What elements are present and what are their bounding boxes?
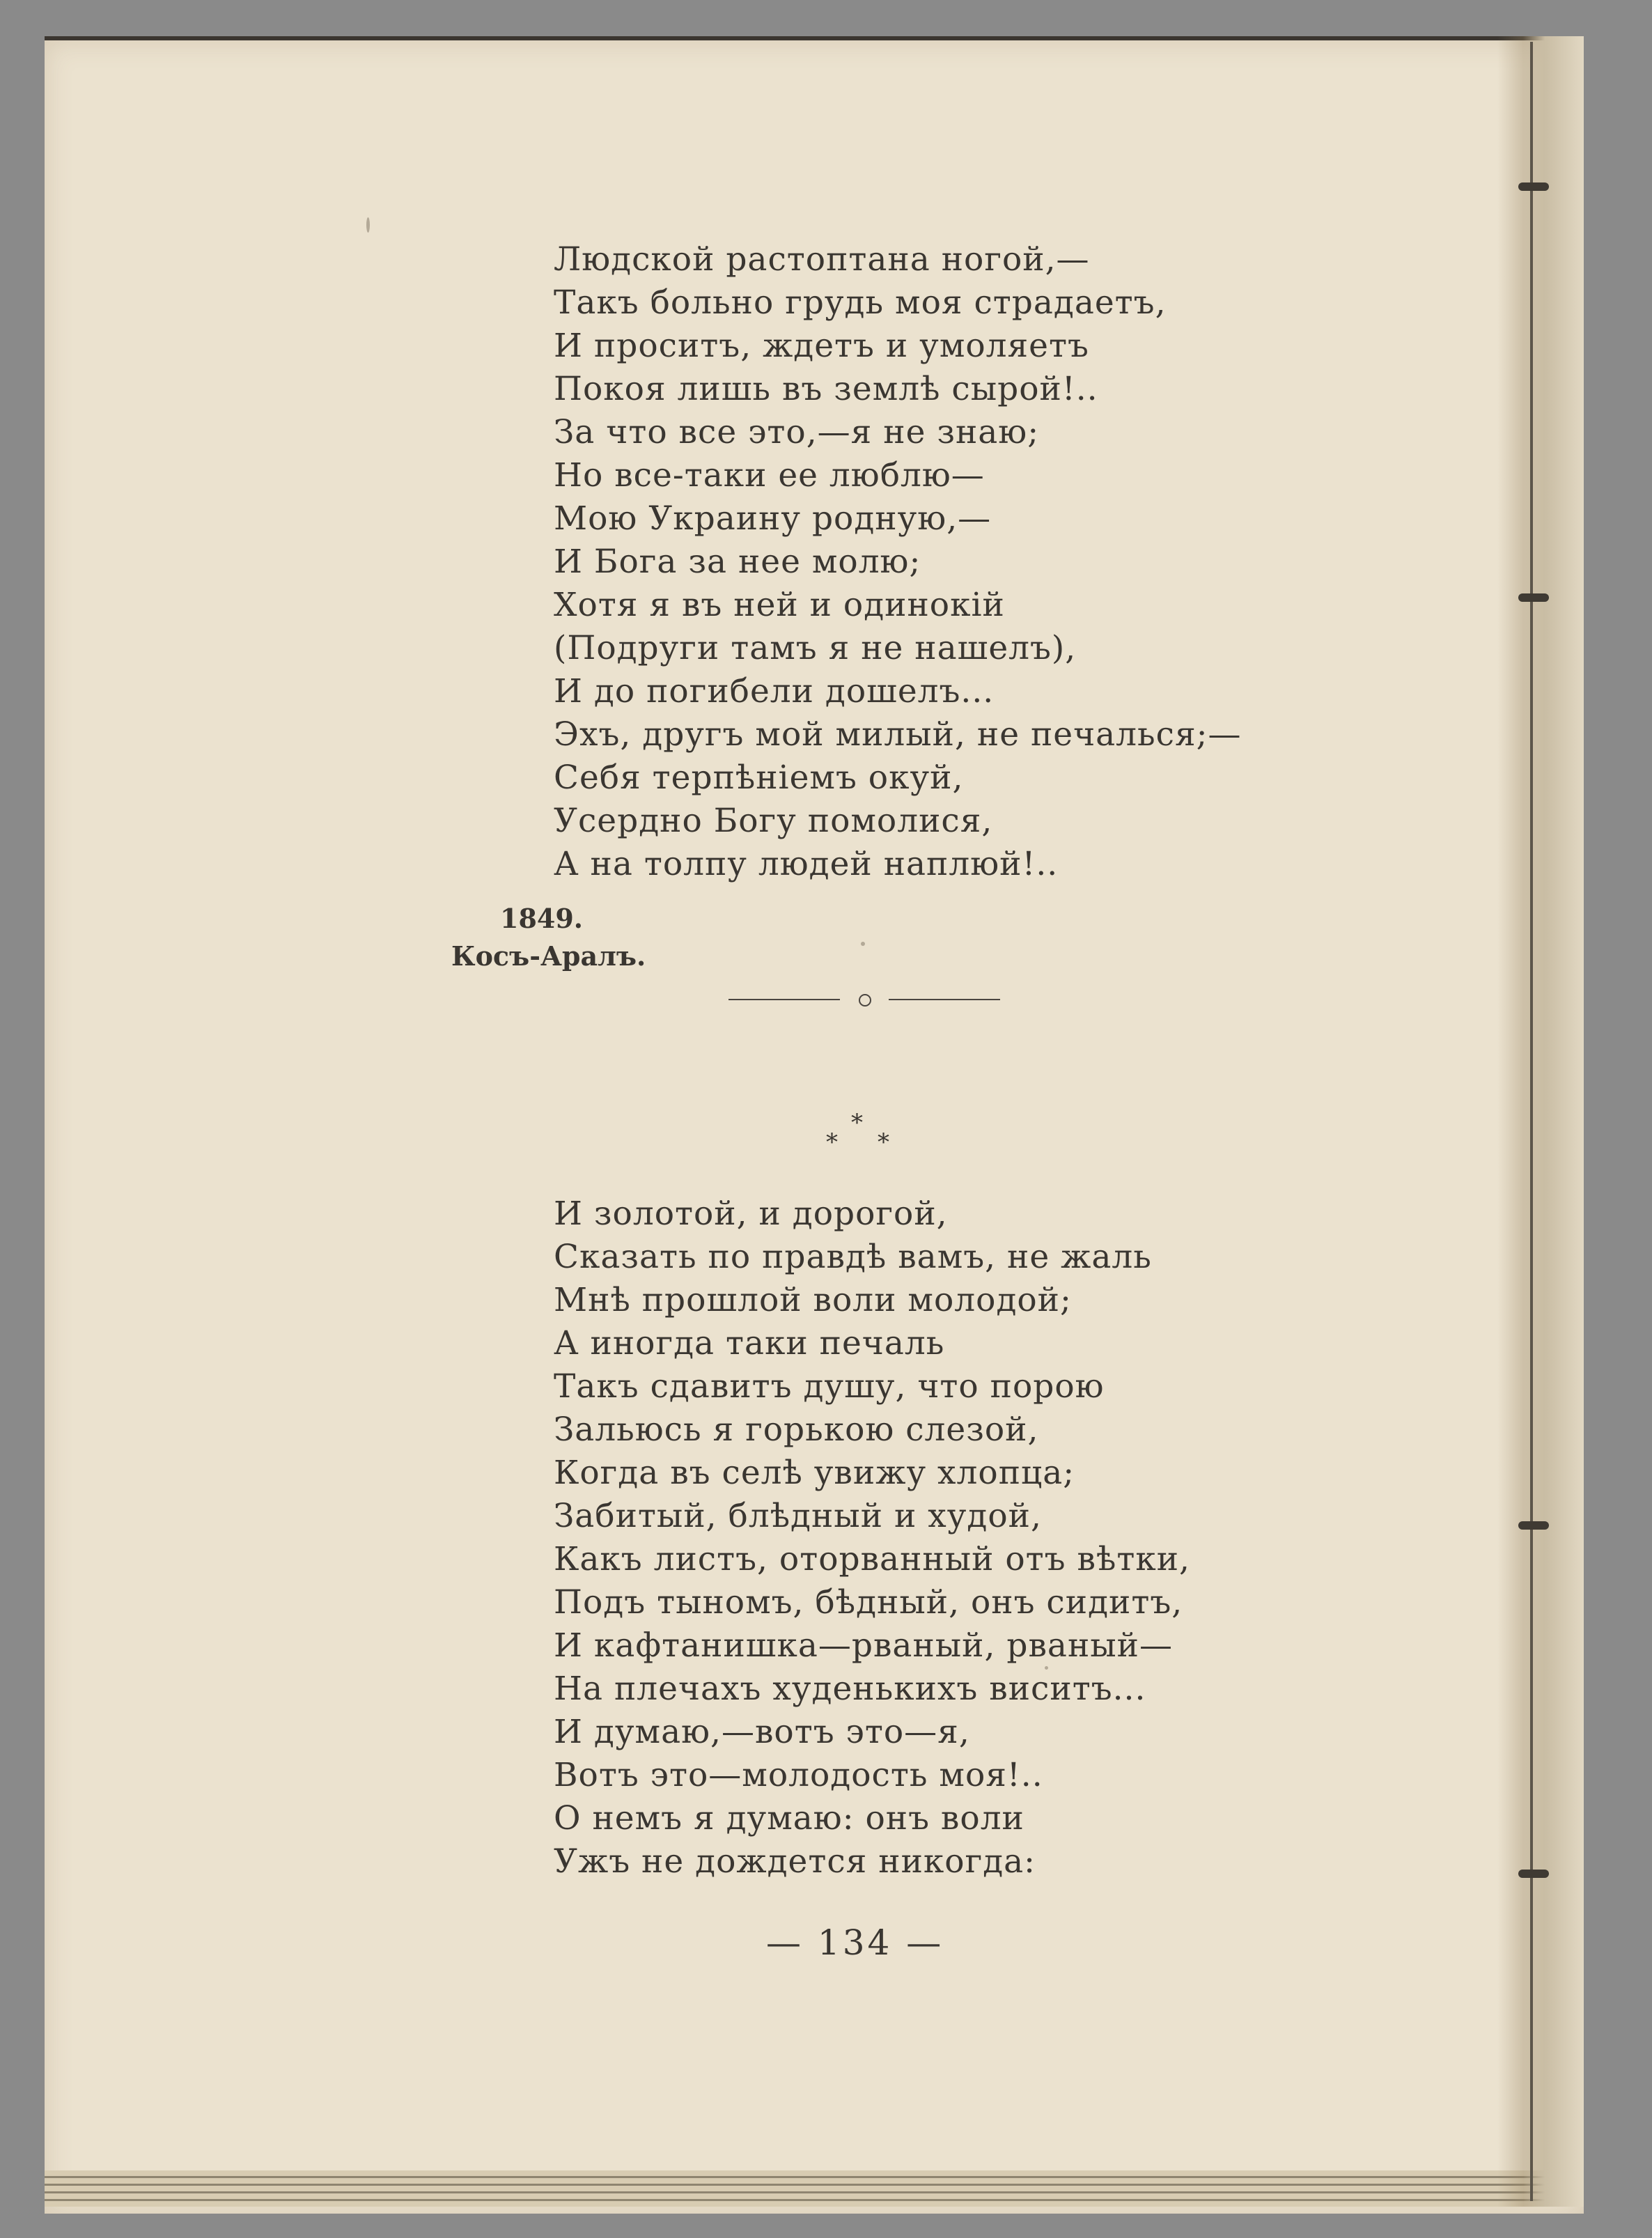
verse-line: Мою Украину родную,— <box>554 499 992 538</box>
verse-line: Хотя я въ ней и одинокій <box>554 586 1005 624</box>
verse-line: Зальюсь я горькою слезой, <box>554 1411 1039 1449</box>
asterisk: * <box>878 1128 889 1156</box>
page-number: — 134 — <box>766 1922 944 1963</box>
verse-line: Какъ листъ, оторванный отъ вѣтки, <box>554 1540 1190 1578</box>
verse-line: Такъ больно грудь моя страдаетъ, <box>554 283 1167 322</box>
verse-line: За что все это,—я не знаю; <box>554 413 1040 451</box>
asterisk: * <box>826 1128 838 1156</box>
poem-stanza-1 <box>554 238 1241 886</box>
verse-line: На плечахъ худенькихъ виситъ... <box>554 1670 1146 1708</box>
section-divider <box>728 988 1000 1011</box>
divider-rule <box>728 999 840 1000</box>
verse-line: И до погибели дошелъ... <box>554 672 995 710</box>
verse-line: А на толпу людей наплюй!.. <box>554 845 1059 883</box>
verse-line: И золотой, и дорогой, <box>554 1195 948 1233</box>
verse-line: И проситъ, ждетъ и умоляетъ <box>554 327 1089 365</box>
verse-line: Такъ сдавитъ душу, что порою <box>554 1367 1105 1406</box>
verse-line: Сказать по правдѣ вамъ, не жаль <box>554 1238 1152 1276</box>
verse-line: Людской растоптана ногой,— <box>554 240 1090 279</box>
verse-line: Себя терпѣніемъ окуй, <box>554 759 964 797</box>
verse-line: И думаю,—вотъ это—я, <box>554 1713 970 1751</box>
poem-date: 1849. <box>500 903 583 934</box>
verse-line: Эхъ, другъ мой милый, не печалься;— <box>554 715 1242 754</box>
verse-line: Вотъ это—молодость моя!.. <box>554 1756 1043 1794</box>
verse-line: О немъ я думаю: онъ воли <box>554 1799 1024 1837</box>
verse-line: И Бога за нее молю; <box>554 543 921 581</box>
verse-line: И кафтанишка—рваный, рваный— <box>554 1626 1174 1665</box>
divider-circle-ornament <box>859 994 871 1007</box>
verse-line: Усердно Богу помолися, <box>554 802 993 840</box>
verse-line: (Подруги тамъ я не нашелъ), <box>554 629 1077 667</box>
verse-line: Но все-таки ее люблю— <box>554 456 985 495</box>
poem-place: Косъ-Аралъ. <box>451 940 646 972</box>
verse-line: Когда въ селѣ увижу хлопца; <box>554 1454 1075 1492</box>
verse-line: Забитый, блѣдный и худой, <box>554 1497 1042 1535</box>
divider-rule <box>889 999 1000 1000</box>
asterism-ornament <box>819 1109 903 1158</box>
verse-line: А иногда таки печаль <box>554 1324 945 1362</box>
verse-line: Мнѣ прошлой воли молодой; <box>554 1281 1072 1319</box>
asterisk: * <box>851 1109 863 1137</box>
verse-line: Подъ тыномъ, бѣдный, онъ сидитъ, <box>554 1583 1183 1622</box>
verse-line: Ужъ не дождется никогда: <box>554 1842 1036 1881</box>
poem-stanza-2 <box>554 1192 1190 1883</box>
verse-line: Покоя лишь въ землѣ сырой!.. <box>554 370 1098 408</box>
